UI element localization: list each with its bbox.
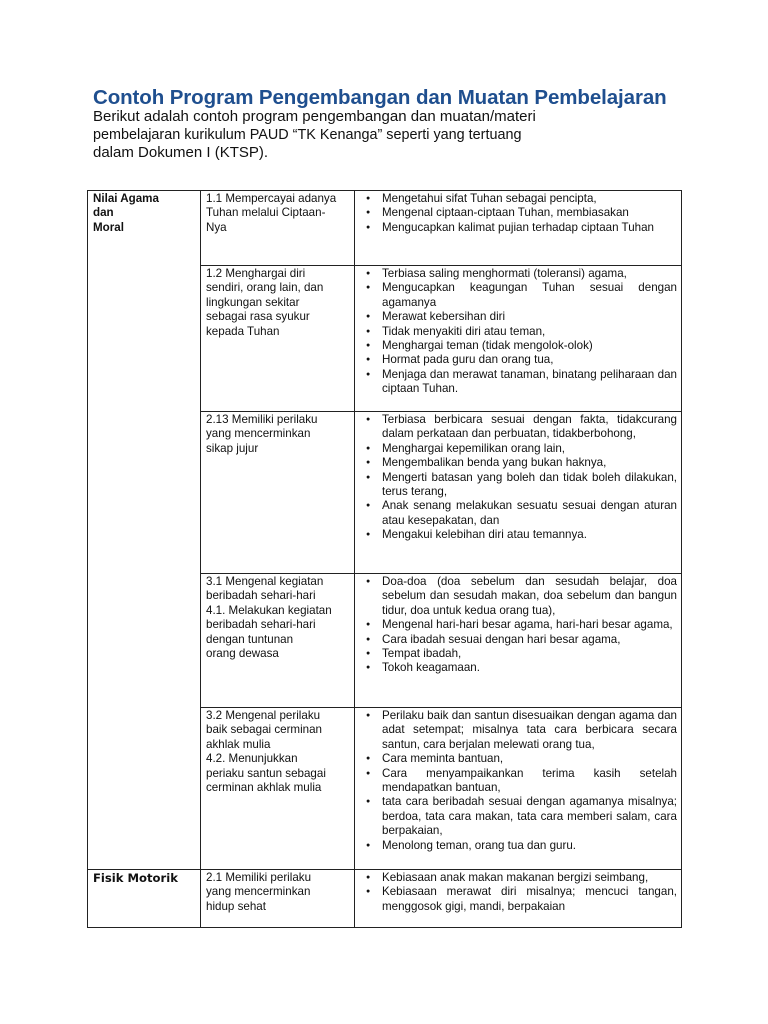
list-item: ● Menghargai kepemilikan orang lain, bbox=[360, 442, 677, 456]
list-item: ● Mengembalikan benda yang bukan haknya, bbox=[360, 456, 677, 470]
list-item: ● Tempat ibadah, bbox=[360, 647, 677, 661]
list-item: ● Cara ibadah sesuai dengan hari besar agama, bbox=[360, 633, 677, 647]
development-area-label: Fisik Motorik bbox=[93, 871, 178, 885]
list-item: ● Mengetahui sifat Tuhan sebagai pencipta, bbox=[360, 192, 677, 206]
competency-cell bbox=[201, 412, 355, 574]
competency-text: yang mencerminkan bbox=[206, 427, 311, 441]
list-item: ● Tokoh keagamaan. bbox=[360, 661, 677, 675]
list-item: ● Kebiasaan anak makan makanan bergizi seimbang, bbox=[360, 871, 677, 885]
list-item: ● Perilaku baik dan santun disesuaikan dengan agama dan adat setempat; misalnya tata cara berbicara secara santun, cara berjalan melewati orang tua, bbox=[360, 709, 677, 752]
competency-text: akhlak mulia bbox=[206, 737, 271, 751]
competency-text: sikap jujur bbox=[206, 441, 259, 455]
competency-text: beribadah sehari-hari bbox=[206, 589, 316, 603]
list-item: ● Anak senang melakukan sesuatu sesuai dengan aturan atau kesepakatan, dan bbox=[360, 499, 677, 528]
competency-text: sebagai rasa syukur bbox=[206, 310, 310, 324]
list-item: ● Mengenal hari-hari besar agama, hari-hari besar agama, bbox=[360, 618, 677, 632]
competency-text: orang dewasa bbox=[206, 647, 279, 661]
development-area-cell bbox=[88, 870, 201, 928]
competency-cell bbox=[201, 266, 355, 412]
competency-text: sendiri, orang lain, dan bbox=[206, 281, 324, 295]
competency-text: lingkungan sekitar bbox=[206, 295, 300, 309]
content-cell bbox=[355, 266, 682, 412]
list-item: ● Doa-doa (doa sebelum dan sesudah belajar, doa sebelum dan sesudah makan, doa sebelum dan bangun tidur, doa untuk kedua orang tua), bbox=[360, 575, 677, 618]
list-item: ● Terbiasa berbicara sesuai dengan fakta, tidakcurang dalam perkataan dan perbuatan, tidakberbohong, bbox=[360, 413, 677, 442]
list-item: ● Menghargai teman (tidak mengolok-olok) bbox=[360, 339, 677, 353]
list-item: ● Cara menyampaikankan terima kasih setelah mendapatkan bantuan, bbox=[360, 767, 677, 796]
content-list bbox=[360, 709, 677, 853]
competency-text: cerminan akhlak mulia bbox=[206, 781, 322, 795]
competency-cell bbox=[201, 708, 355, 870]
table-row bbox=[88, 191, 682, 266]
curriculum-table bbox=[87, 190, 682, 928]
content-list bbox=[360, 413, 677, 543]
content-list bbox=[360, 267, 677, 397]
list-item: ● Mengakui kelebihan diri atau temannya. bbox=[360, 528, 677, 542]
list-item: ● tata cara beribadah sesuai dengan agamanya misalnya; berdoa, tata cara makan, tata cara memberi salam, cara berpakaian, bbox=[360, 795, 677, 838]
intro-line: pembelajaran kurikulum PAUD “TK Kenanga” seperti yang tertuang bbox=[93, 127, 522, 143]
competency-cell bbox=[201, 191, 355, 266]
competency-text: 1.1 Mempercayai adanya bbox=[206, 192, 337, 205]
competency-text: 2.1 Memiliki perilaku bbox=[206, 871, 312, 884]
list-item: ● Mengerti batasan yang boleh dan tidak boleh dilakukan, terus terang, bbox=[360, 471, 677, 500]
list-item: ● Menjaga dan merawat tanaman, binatang peliharaan dan ciptaan Tuhan. bbox=[360, 368, 677, 397]
competency-text: dengan tuntunan bbox=[206, 632, 294, 646]
content-cell bbox=[355, 191, 682, 266]
content-list bbox=[360, 192, 677, 235]
competency-text: hidup sehat bbox=[206, 899, 266, 913]
document-title: Contoh Program Pengembangan dan Muatan Pembelajaran bbox=[93, 86, 667, 109]
competency-cell bbox=[201, 574, 355, 708]
competency-cell bbox=[201, 870, 355, 928]
list-item: ● Mengucapkan kalimat pujian terhadap ciptaan Tuhan bbox=[360, 221, 677, 235]
content-list bbox=[360, 871, 677, 914]
competency-text: periaku santun sebagai bbox=[206, 766, 326, 780]
development-area-label: Nilai Agama bbox=[93, 192, 159, 205]
content-cell bbox=[355, 412, 682, 574]
list-item: ● Mengucapkan keagungan Tuhan sesuai dengan agamanya bbox=[360, 281, 677, 310]
intro-paragraph bbox=[93, 108, 536, 162]
competency-text: 4.2. Menunjukkan bbox=[206, 752, 298, 766]
competency-text: Nya bbox=[206, 220, 227, 234]
content-cell bbox=[355, 870, 682, 928]
content-cell bbox=[355, 574, 682, 708]
list-item: ● Terbiasa saling menghormati (toleransi) agama, bbox=[360, 267, 677, 281]
development-area-label: dan bbox=[93, 206, 114, 220]
list-item: ● Menolong teman, orang tua dan guru. bbox=[360, 839, 677, 853]
competency-text: 1.2 Menghargai diri bbox=[206, 267, 306, 280]
list-item: ● Cara meminta bantuan, bbox=[360, 752, 677, 766]
list-item: ● Hormat pada guru dan orang tua, bbox=[360, 353, 677, 367]
development-area-cell bbox=[88, 191, 201, 870]
competency-text: 3.1 Mengenal kegiatan bbox=[206, 575, 324, 588]
list-item: ● Kebiasaan merawat diri misalnya; mencuci tangan, menggosok gigi, mandi, berpakaian bbox=[360, 885, 677, 914]
competency-text: 3.2 Mengenal perilaku bbox=[206, 709, 321, 722]
competency-text: yang mencerminkan bbox=[206, 885, 311, 899]
table-row bbox=[88, 870, 682, 928]
content-cell bbox=[355, 708, 682, 870]
list-item: ● Merawat kebersihan diri bbox=[360, 310, 677, 324]
competency-text: 4.1. Melakukan kegiatan bbox=[206, 603, 332, 617]
intro-line: Berikut adalah contoh program pengembangan dan muatan/materi bbox=[93, 108, 536, 125]
intro-line: dalam Dokumen I (KTSP). bbox=[93, 144, 269, 161]
competency-text: 2.13 Memiliki perilaku bbox=[206, 413, 318, 426]
development-area-label: Moral bbox=[93, 220, 124, 234]
list-item: ● Mengenal ciptaan-ciptaan Tuhan, membiasakan bbox=[360, 206, 677, 220]
competency-text: Tuhan melalui Ciptaan- bbox=[206, 206, 326, 220]
competency-text: kepada Tuhan bbox=[206, 324, 280, 338]
content-list bbox=[360, 575, 677, 676]
list-item: ● Tidak menyakiti diri atau teman, bbox=[360, 325, 677, 339]
competency-text: beribadah sehari-hari bbox=[206, 618, 316, 632]
competency-text: baik sebagai cerminan bbox=[206, 723, 323, 737]
